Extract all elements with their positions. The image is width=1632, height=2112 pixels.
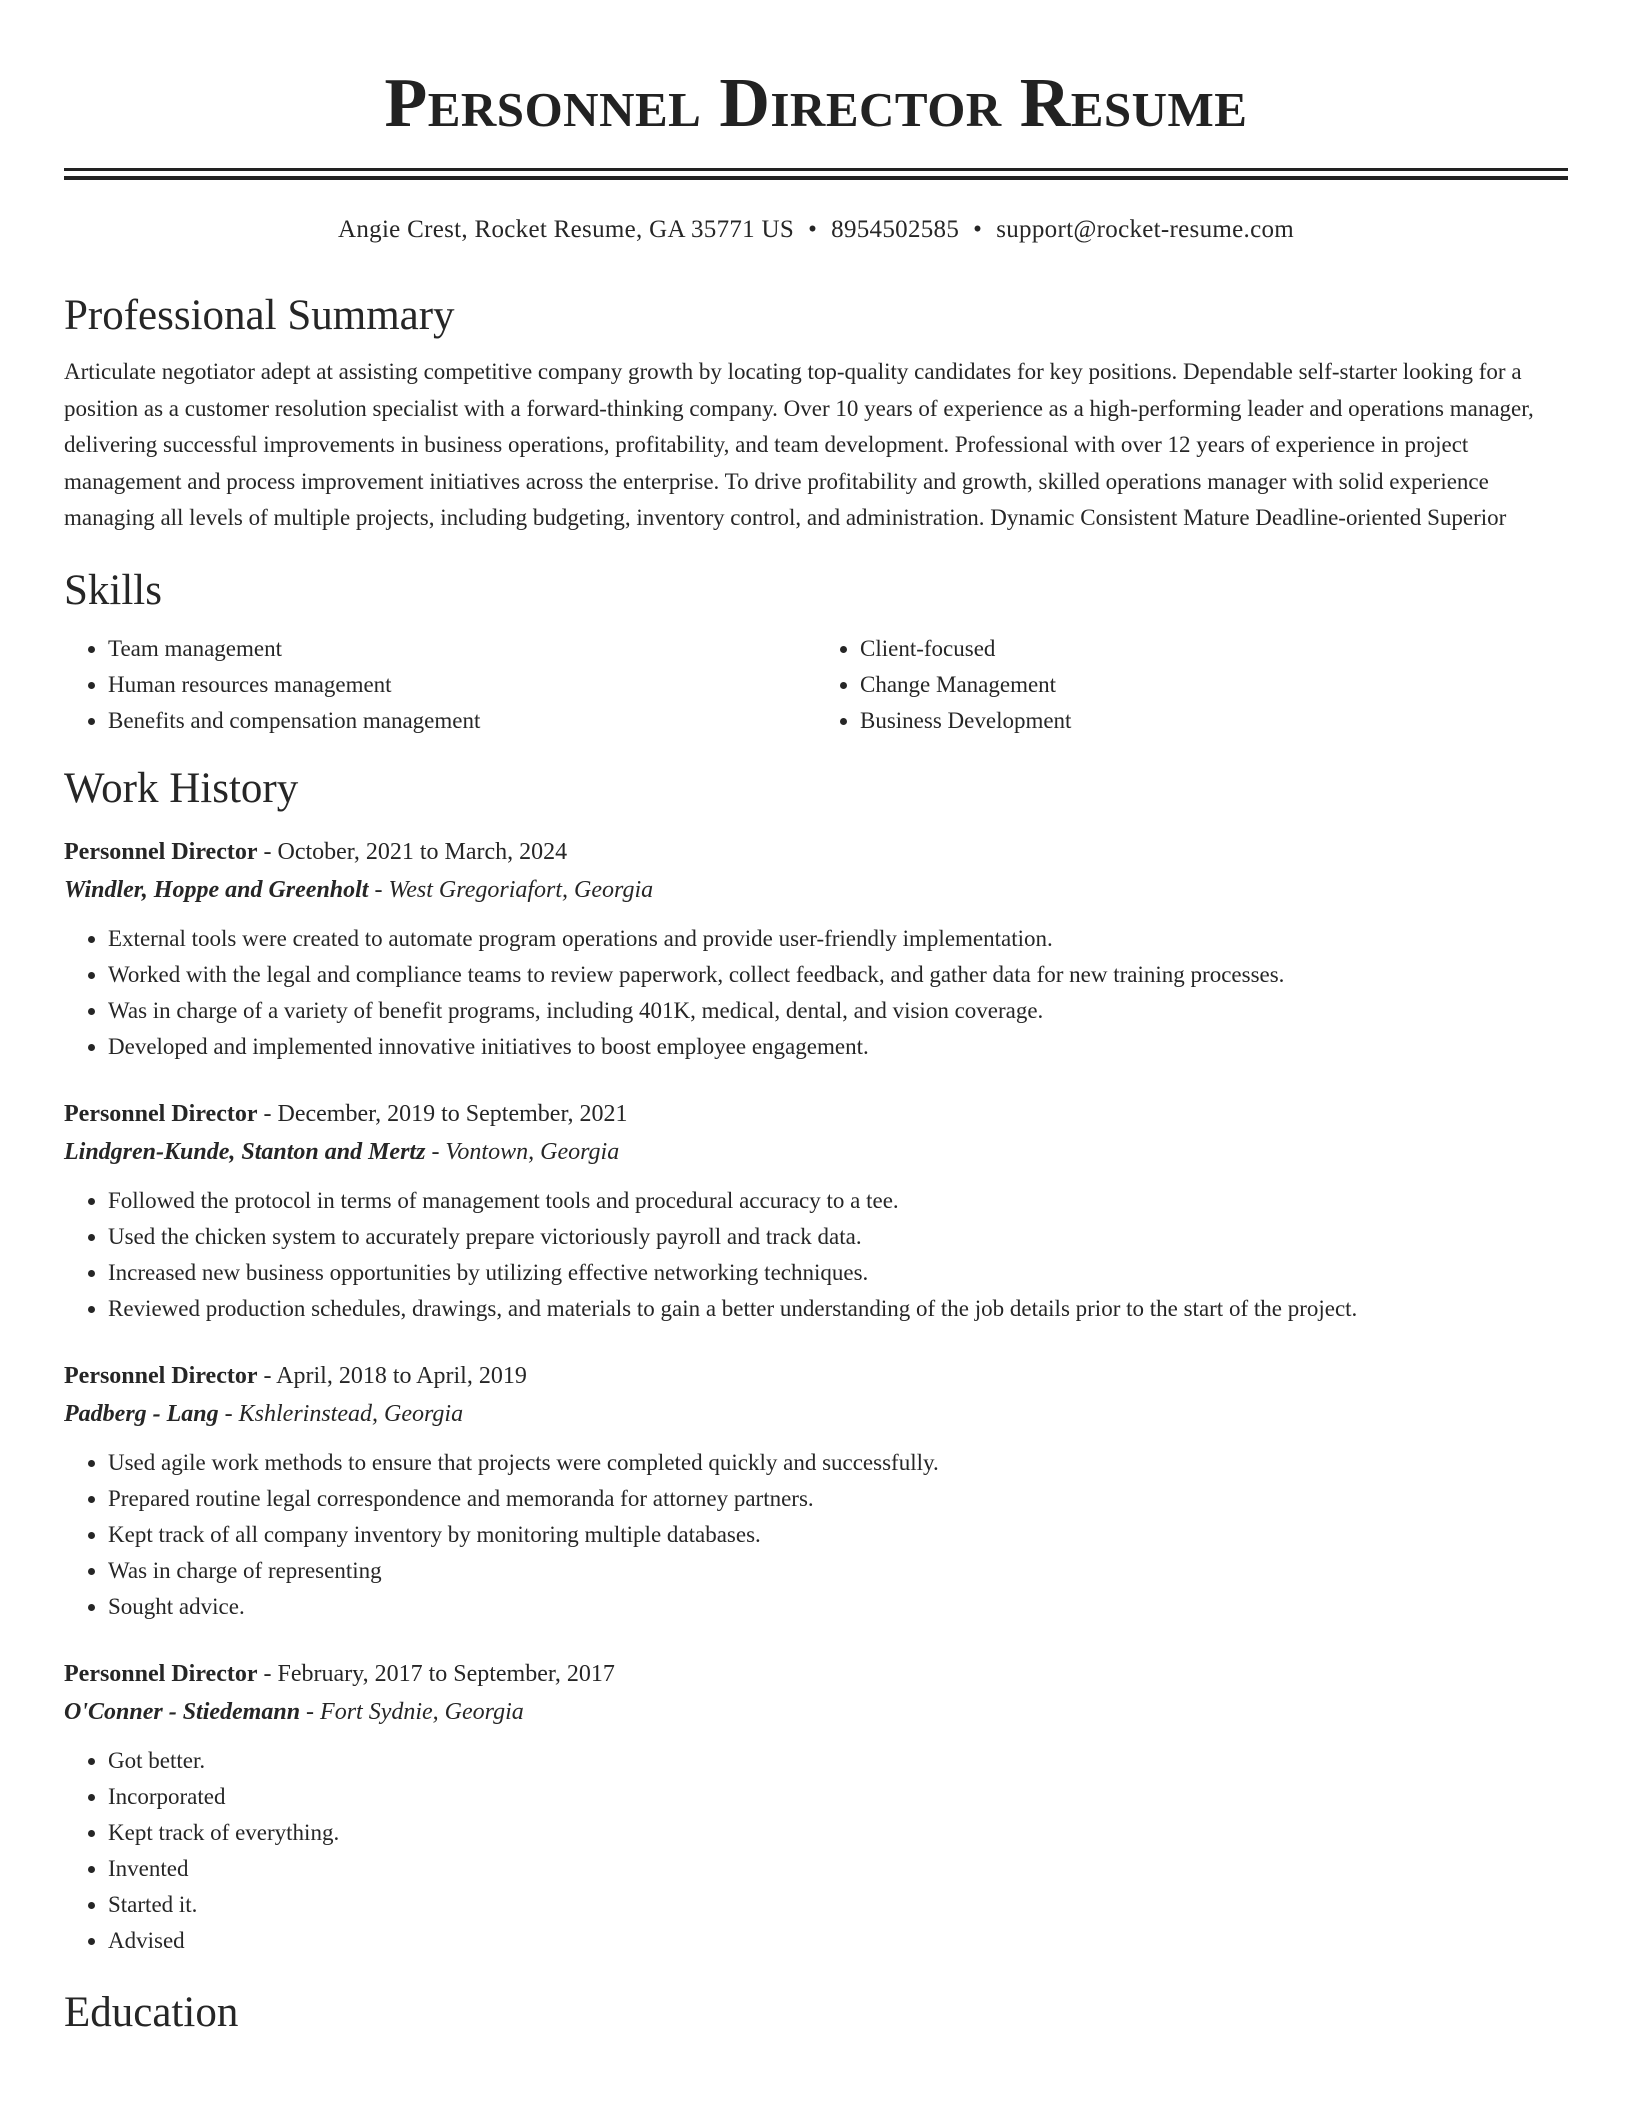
- job-bullet: • Was in charge of a variety of benefit programs, including 401K, medical, dental, and vision coverage.: [108, 993, 1568, 1029]
- contact-address: Angie Crest, Rocket Resume, GA 35771 US: [337, 216, 795, 243]
- job-entry: [64, 1357, 1568, 1625]
- job-bullet: • Reviewed production schedules, drawings, and materials to gain a better understanding of the job details prior to the start of the project.: [108, 1291, 1568, 1327]
- job-title-line: [64, 1095, 1568, 1133]
- job-role: Personnel Director: [64, 838, 258, 865]
- skill-item: • Client-focused: [860, 631, 1568, 667]
- skills-heading: Skills: [64, 566, 162, 614]
- job-location: - Vontown, Georgia: [425, 1138, 620, 1165]
- job-bullet: • Followed the protocol in terms of management tools and procedural accuracy to a tee.: [108, 1183, 1568, 1219]
- job-company-line: [64, 1133, 1568, 1171]
- job-role: Personnel Director: [64, 1100, 258, 1127]
- job-dates: - October, 2021 to March, 2024: [257, 838, 568, 865]
- work-history-heading: Work History: [64, 764, 299, 812]
- job-dates: - February, 2017 to September, 2017: [257, 1660, 615, 1687]
- skill-item: • Team management: [108, 631, 816, 667]
- job-company: Padberg - Lang: [64, 1400, 219, 1427]
- job-company: Lindgren-Kunde, Stanton and Mertz: [64, 1138, 426, 1165]
- job-dates: - December, 2019 to September, 2021: [257, 1100, 628, 1127]
- skill-item: • Benefits and compensation management: [108, 703, 816, 739]
- job-dates: - April, 2018 to April, 2019: [257, 1362, 527, 1389]
- summary-heading: Professional Summary: [64, 292, 455, 339]
- job-company-line: [64, 871, 1568, 909]
- contact-email: support@rocket-resume.com: [996, 216, 1295, 243]
- job-entry: [64, 1095, 1568, 1327]
- job-location: - Kshlerinstead, Georgia: [218, 1400, 464, 1427]
- job-bullet: • Used agile work methods to ensure that projects were completed quickly and successfully.: [108, 1445, 1568, 1481]
- contact-separator: •: [973, 216, 983, 243]
- job-bullet: • Increased new business opportunities by utilizing effective networking techniques.: [108, 1255, 1568, 1291]
- job-role: Personnel Director: [64, 1362, 258, 1389]
- skills-list-right: [816, 631, 1568, 739]
- job-company: O'Conner - Stiedemann: [64, 1698, 301, 1725]
- job-bullet: • Incorporated: [108, 1779, 1568, 1815]
- job-bullet: • Prepared routine legal correspondence and memoranda for attorney partners.: [108, 1481, 1568, 1517]
- job-company-line: [64, 1395, 1568, 1433]
- job-bullet: • Kept track of all company inventory by monitoring multiple databases.: [108, 1517, 1568, 1553]
- job-company: Windler, Hoppe and Greenholt: [64, 876, 369, 903]
- job-bullet: • Got better.: [108, 1743, 1568, 1779]
- job-location: - Fort Sydnie, Georgia: [300, 1698, 524, 1725]
- skills-columns: [64, 631, 1568, 739]
- contact-separator: •: [808, 216, 818, 243]
- job-bullets: [64, 1445, 1568, 1625]
- job-bullet: • Kept track of everything.: [108, 1815, 1568, 1851]
- job-bullet: • Worked with the legal and compliance teams to review paperwork, collect feedback, and gather data for new training processes.: [108, 957, 1568, 993]
- job-bullets: [64, 1743, 1568, 1959]
- job-bullet: • External tools were created to automate program operations and provide user-friendly implementation.: [108, 921, 1568, 957]
- skill-item: • Human resources management: [108, 667, 816, 703]
- resume-title: Personnel Director Resume: [384, 65, 1248, 142]
- summary-text: Articulate negotiator adept at assisting competitive company growth by locating top-quality candidates for key positions. Dependable self-starter looking for a position as a customer resolution specialist with a forward-thinking company. Over 10 years of experience as a high-performing leader and operations manager, delivering successful improvements in business operations, profitability, and team development. Professional with over 12 years of experience in project management and process improvement initiatives across the enterprise. To drive profitability and growth, skilled operations manager with solid experience managing all levels of multiple projects, including budgeting, inventory control, and administration. Dynamic Consistent Mature Deadline-oriented Superior: [64, 359, 1534, 530]
- job-company-line: [64, 1693, 1568, 1731]
- job-title-line: [64, 1357, 1568, 1395]
- title-divider: [64, 168, 1568, 180]
- job-bullet: • Used the chicken system to accurately prepare victoriously payroll and track data.: [108, 1219, 1568, 1255]
- job-title-line: [64, 833, 1568, 871]
- job-entry: [64, 833, 1568, 1065]
- job-bullet: • Started it.: [108, 1887, 1568, 1923]
- skill-item: • Business Development: [860, 703, 1568, 739]
- job-bullets: [64, 1183, 1568, 1327]
- job-role: Personnel Director: [64, 1660, 258, 1687]
- job-entry: [64, 1655, 1568, 1959]
- job-bullet: • Was in charge of representing: [108, 1553, 1568, 1589]
- job-location: - West Gregoriafort, Georgia: [368, 876, 654, 903]
- contact-phone: 8954502585: [831, 216, 960, 243]
- resume-page: [64, 0, 1568, 2041]
- job-bullet: • Sought advice.: [108, 1589, 1568, 1625]
- job-bullets: [64, 921, 1568, 1065]
- skill-item: • Change Management: [860, 667, 1568, 703]
- job-bullet: • Developed and implemented innovative initiatives to boost employee engagement.: [108, 1029, 1568, 1065]
- job-title-line: [64, 1655, 1568, 1693]
- contact-line: [64, 214, 1568, 246]
- skills-list-left: [64, 631, 816, 739]
- education-heading: Education: [64, 1988, 239, 2036]
- job-bullet: • Advised: [108, 1923, 1568, 1959]
- job-bullet: • Invented: [108, 1851, 1568, 1887]
